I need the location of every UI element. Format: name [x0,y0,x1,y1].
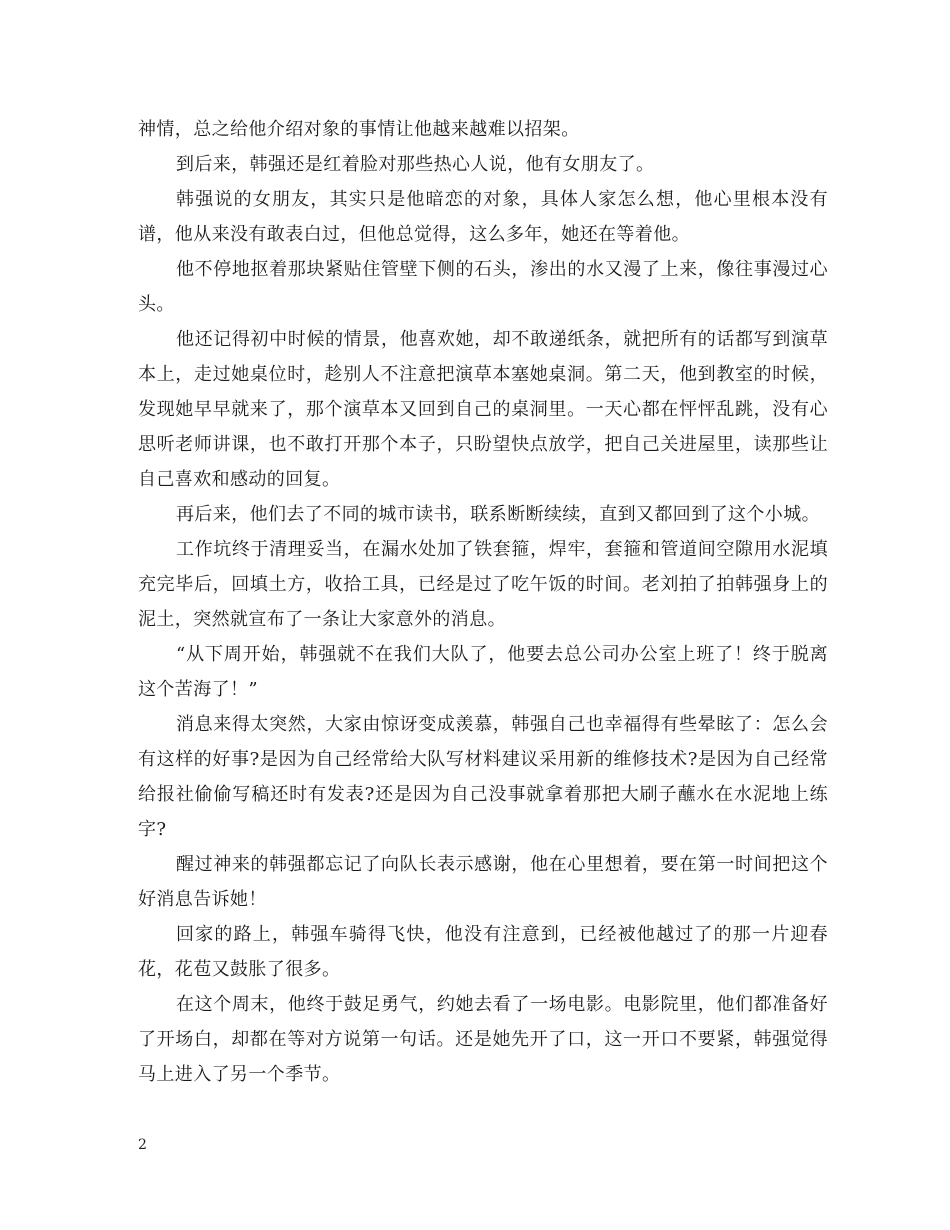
paragraph: 再后来，他们去了不同的城市读书，联系断断续续，直到又都回到了这个小城。 [176,504,820,525]
paragraph: 回家的路上，韩强车骑得飞快，他没有注意到，已经被他越过了的那一片迎春花，花苞又鼓胀了很多。 [138,924,828,980]
paragraph: 韩强说的女朋友，其实只是他暗恋的对象，具体人家怎么想，他心里根本没有谱，他从来没有敢表白过，但他总觉得，这么多年，她还在等着他。 [138,189,828,245]
paragraph: 到后来，韩强还是红着脸对那些热心人说，他有女朋友了。 [176,154,655,175]
paragraph: 醒过神来的韩强都忘记了向队长表示感谢，他在心里想着，要在第一时间把这个好消息告诉她！ [138,854,828,910]
paragraph: 他还记得初中时候的情景，他喜欢她，却不敢递纸条，就把所有的话都写到演草本上，走过她桌位时，趁别人不注意把演草本塞她桌洞。第二天，他到教室的时候，发现她早早就来了，那个演草本又回到自己的桌洞里。一天心都在怦怦乱跳，没有心思听老师讲课，也不敢打开那个本子，只盼望快点放学，把自己关进屋里，读那些让自己喜欢和感动的回复。 [138,329,828,490]
body-text [138,112,828,1092]
paragraph: 在这个周末，他终于鼓足勇气，约她去看了一场电影。电影院里，他们都准备好了开场白，却都在等对方说第一句话。还是她先开了口，这一开口不要紧，韩强觉得马上进入了另一个季节。 [138,994,828,1085]
paragraph: 他不停地抠着那块紧贴住管壁下侧的石头，渗出的水又漫了上来，像往事漫过心头。 [138,259,828,315]
page-number: 2 [138,1137,147,1153]
paragraph: 工作坑终于清理妥当，在漏水处加了铁套箍，焊牢，套箍和管道间空隙用水泥填充完毕后，回填土方，收拾工具，已经是过了吃午饭的时间。老刘拍了拍韩强身上的泥土，突然就宣布了一条让大家意外的消息。 [138,539,828,630]
paragraph: “从下周开始，韩强就不在我们大队了，他要去总公司办公室上班了！终于脱离这个苦海了！” [138,644,828,700]
paragraph: 消息来得太突然，大家由惊讶变成羡慕，韩强自己也幸福得有些晕眩了：怎么会有这样的好事?是因为自己经常给大队写材料建议采用新的维修技术?是因为自己经常给报社偷偷写稿还时有发表?还是因为自己没事就拿着那把大刷子蘸水在水泥地上练字? [138,714,828,840]
paragraph: 神情，总之给他介绍对象的事情让他越来越难以招架。 [138,119,580,140]
